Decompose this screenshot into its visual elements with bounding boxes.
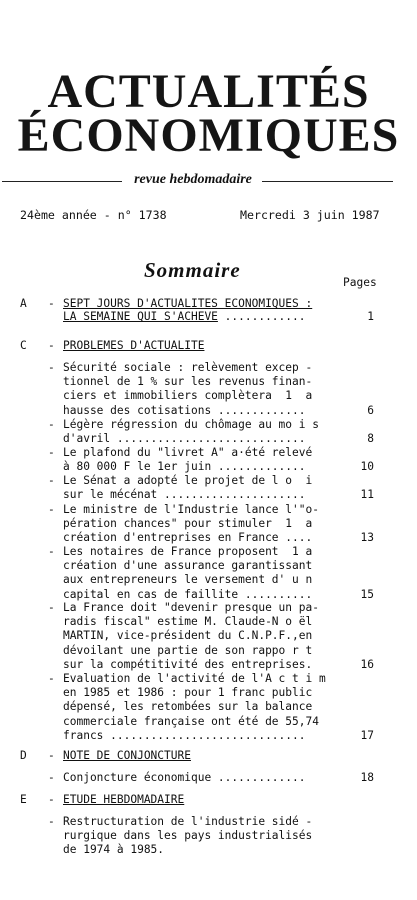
page-number: 18 [360, 771, 374, 784]
item-bullet-dash: - [48, 474, 55, 487]
section-dash: - [48, 297, 55, 310]
item-bullet-dash: - [48, 545, 55, 558]
toc-item-text: Restructuration de l'industrie sidé - [63, 815, 313, 828]
item-bullet-dash: - [48, 446, 55, 459]
page-number: 8 [367, 432, 374, 446]
toc-item-text: aux entrepreneurs le versement d' u n [63, 573, 313, 587]
page-number: 13 [360, 531, 374, 545]
toc-item-text: sur le mécénat ..................... [63, 488, 306, 502]
toc-item-text: pération chances" pour stimuler 1 a [63, 517, 313, 531]
section-dash: - [48, 339, 55, 352]
toc-item-text: dévoilant une partie de son rappo r t [63, 643, 313, 657]
toc-item-text: Le plafond du "livret A" a·été relevé [63, 446, 313, 459]
toc-pages-label: Pages [343, 276, 377, 289]
item-bullet-dash: - [48, 815, 55, 828]
section-dash: - [48, 793, 55, 806]
section-dash: - [48, 749, 55, 762]
toc-item-text: d'avril ............................ [63, 432, 306, 446]
item-bullet-dash: - [48, 503, 55, 516]
subtitle-rule-right [262, 181, 393, 182]
toc-item-text: commerciale française ont été de 55,74 [63, 714, 319, 728]
page-number: 10 [360, 460, 374, 474]
section-title: SEPT JOURS D'ACTUALITES ECONOMIQUES : [63, 297, 313, 310]
masthead-title-line2: ÉCONOMIQUES [17, 109, 400, 162]
toc-item-text: Les notaires de France proposent 1 a [63, 545, 313, 558]
section-letter: E [20, 793, 27, 806]
item-bullet-dash: - [48, 771, 55, 784]
toc-item-text: rurgique dans les pays industrialisés [63, 829, 313, 843]
toc-item-text: francs ............................. [63, 728, 306, 742]
toc-item-text: MARTIN, vice-président du C.N.P.F.,en [63, 629, 313, 643]
toc-item-text: ciers et immobiliers complètera 1 a [63, 389, 313, 403]
toc-item-text: La France doit "devenir presque un pa- [63, 601, 319, 614]
section-title: ETUDE HEBDOMADAIRE [63, 793, 185, 806]
page-number: 6 [367, 403, 374, 417]
section-title: PROBLEMES D'ACTUALITE [63, 339, 205, 352]
subtitle-rule-left [2, 181, 122, 182]
toc-item-text: sur la compétitivité des entreprises. [63, 657, 313, 671]
item-bullet-dash: - [48, 601, 55, 614]
toc-item-text: Le ministre de l'Industrie lance l'"o- [63, 503, 319, 516]
page-number: 16 [360, 657, 374, 671]
issue-number: 24ème année - n° 1738 [20, 208, 167, 222]
masthead-subtitle: revue hebdomadaire [134, 172, 252, 187]
item-bullet-dash: - [48, 361, 55, 374]
toc-item-text: création d'une assurance garantissant [63, 559, 313, 573]
toc-item-text: tionnel de 1 % sur les revenus finan- [63, 375, 313, 389]
item-bullet-dash: - [48, 672, 55, 685]
toc-item-text: Sécurité sociale : relèvement excep - [63, 361, 313, 374]
toc-item-text: radis fiscal" estime M. Claude-N o ël [63, 615, 313, 629]
page-number: 17 [360, 728, 374, 742]
toc-item-text: Légère régression du chômage au mo i s [63, 418, 319, 431]
toc-item-text: Evaluation de l'activité de l'A c t i m [63, 672, 326, 685]
masthead-title-line1: ACTUALITÉS [47, 65, 370, 118]
toc-item-text: à 80 000 F le 1er juin ............. [63, 460, 306, 474]
toc-item-text: dépensé, les retombées sur la balance [63, 700, 313, 714]
toc-item-text: de 1974 à 1985. [63, 843, 165, 857]
toc-item-text: en 1985 et 1986 : pour 1 franc public [63, 686, 313, 700]
section-title: NOTE DE CONJONCTURE [63, 749, 191, 762]
page-number: 15 [360, 587, 374, 601]
section-letter: C [20, 339, 27, 352]
toc-item-text: Le Sénat a adopté le projet de l o i [63, 474, 313, 487]
toc-item-text: capital en cas de faillite .......... [63, 587, 313, 601]
page-number: 11 [360, 488, 374, 502]
toc-item-text: Conjoncture économique ............. [63, 771, 306, 784]
section-letter: D [20, 749, 27, 762]
dot-leader: ............ [217, 310, 306, 323]
issue-date: Mercredi 3 juin 1987 [240, 208, 380, 222]
toc-item-text: création d'entreprises en France .... [63, 531, 313, 545]
page-number: 1 [367, 310, 374, 323]
item-bullet-dash: - [48, 418, 55, 431]
section-title: LA SEMAINE QUI S'ACHEVE ............ [63, 310, 306, 323]
section-letter: A [20, 297, 27, 310]
toc-heading: Sommaire [144, 258, 241, 282]
toc-item-text: hausse des cotisations ............. [63, 403, 306, 417]
